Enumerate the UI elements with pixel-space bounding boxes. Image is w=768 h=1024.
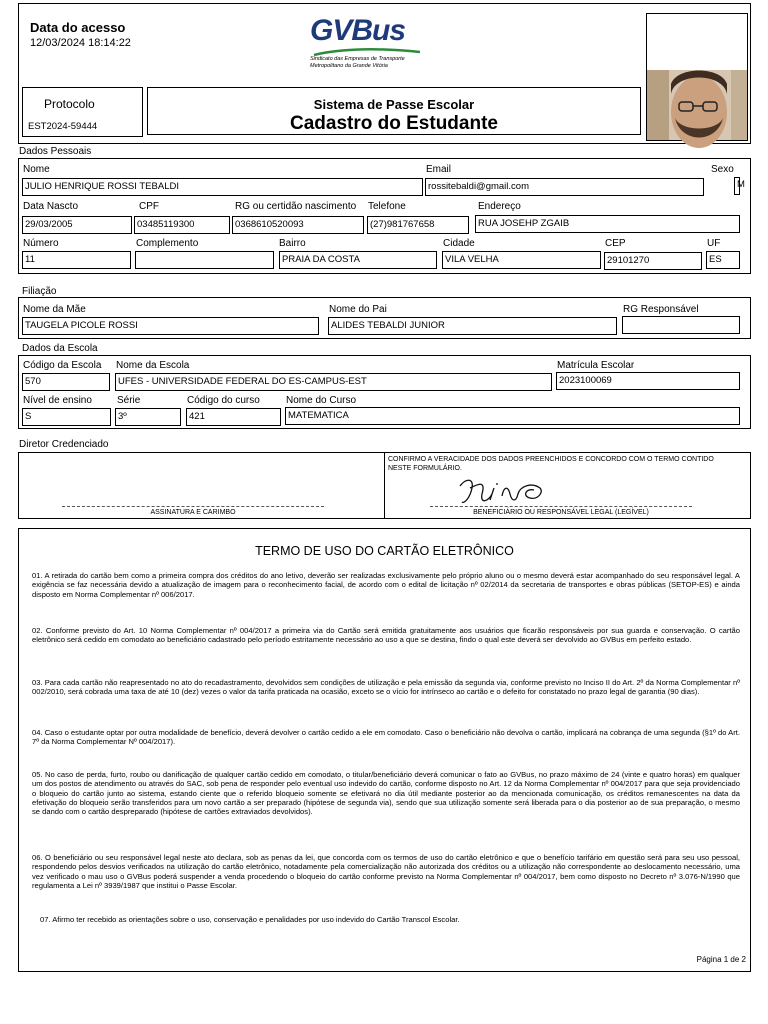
sig-left-caption: ASSINATURA E CARIMBO	[150, 509, 236, 516]
handwritten-signature	[452, 474, 552, 508]
cep-label: CEP	[605, 238, 626, 249]
serie-field[interactable]: 3º	[115, 408, 181, 426]
form-title: Cadastro do Estudante	[290, 113, 498, 134]
cep-field[interactable]: 29101270	[604, 252, 702, 270]
cpf-field[interactable]: 03485119300	[134, 216, 230, 234]
matricula-label: Matrícula Escolar	[557, 360, 635, 371]
termo-item-07: 07. Afirmo ter recebido as orientações sobre o uso, conservação e penalidades por uso indevido do Cartão Transcol Escolar.	[40, 915, 460, 924]
termo-item-02: 02. Conforme previsto do Art. 10 Norma Complementar nº 004/2017 a primeira via do Cartão será emitida gratuitamente aos usuários que ficarão responsáveis por sua guarda e conservação. O cartão eletrônico será cedido em comodato ao beneficiário cadastrado pelo período estritamente necessário ao uso a que se destina, findo o qual este deverá ser devolvido ao GVBus em perfeito estado.	[32, 626, 740, 645]
termo-item-04: 04. Caso o estudante optar por outra modalidade de benefício, deverá devolver o cartão cedido a ele em comodato. Caso o beneficiário não devolva o cartão, implicará na cobrança de uma segunda (§1º do Art. 7º da Norma Complementar Nº 004/2017).	[32, 728, 740, 747]
nivel-field[interactable]: S	[22, 408, 111, 426]
rg-responsavel-label: RG Responsável	[623, 304, 699, 315]
access-datetime: 12/03/2024 18:14:22	[30, 37, 131, 49]
numero-label: Número	[23, 238, 59, 249]
nome-field[interactable]: JULIO HENRIQUE ROSSI TEBALDI	[22, 178, 423, 196]
mae-label: Nome da Mãe	[23, 304, 86, 315]
protocol-value: EST2024-59444	[28, 121, 98, 132]
email-field[interactable]: rossitebaldi@gmail.com	[425, 178, 704, 196]
cod-curso-field[interactable]: 421	[186, 408, 281, 426]
cod-escola-label: Código da Escola	[23, 360, 102, 371]
termo-item-01: 01. A retirada do cartão bem como a primeira compra dos créditos do ano letivo, deverão ser realizadas exclusivamente pelo próprio aluno ou o mesmo deverá estar acompanhado do seu responsável legal. A exigência se faz necessária devido a atualização de imagem para o reconhecimento facial, de acordo com o edital de licitação nº 02/2014 da secretaria de transportes e obras públicas (SETOP-ES) e ainda disposto em Norma Complementar nº 006/2017.	[32, 571, 740, 599]
nome-curso-field[interactable]: MATEMATICA	[285, 407, 740, 425]
nome-curso-label: Nome do Curso	[286, 395, 357, 406]
sexo-field[interactable]: M	[737, 179, 745, 190]
bairro-field[interactable]: PRAIA DA COSTA	[279, 251, 437, 269]
cod-curso-label: Código do curso	[187, 395, 260, 406]
mae-field[interactable]: TAUGELA PICOLE ROSSI	[22, 317, 319, 335]
section-dados-escola: Dados da Escola	[22, 343, 98, 354]
sexo-label: Sexo	[711, 164, 734, 175]
uf-field[interactable]: ES	[706, 251, 740, 269]
access-label: Data do acesso	[30, 20, 126, 35]
nome-escola-field[interactable]: UFES - UNIVERSIDADE FEDERAL DO ES-CAMPUS-EST	[115, 373, 552, 391]
logo-subtitle-2: Metropolitano da Grande Vitória	[310, 63, 388, 69]
cpf-label: CPF	[139, 201, 159, 212]
sig-right-caption: BENEFICIÁRIO OU RESPONSÁVEL LEGAL (LEGÍVEL)	[473, 509, 649, 516]
rg-responsavel-field[interactable]	[622, 316, 740, 334]
termo-item-03: 03. Para cada cartão não reapresentado no ato do recadastramento, devolvidos sem condições de utilização e pela emissão da segunda via, conforme previsto no Inciso II do Art. 2º da Norma Complementar nº 002/2010, será cobrada uma taxa de até 10 (dez) vezes o valor da tarifa praticada na ocasião, exceto se o vício for intrínseco ao cartão e o defeito for constatado no prazo legal de garantia (90 dias).	[32, 678, 740, 697]
numero-field[interactable]: 11	[22, 251, 131, 269]
complemento-label: Complemento	[136, 238, 199, 249]
termo-item-06: 06. O beneficiário ou seu responsável legal neste ato declara, sob as penas da lei, que concorda com os termos de uso do cartão eletrônico e que o benefício tarifário em questão será para seu uso pessoal, respondendo pelos desvios verificados na utilização do cartão eletrônico, notadamente pela comercialização não autorizada dos créditos ou a utilização não correspondente ao deslocamento necessário, uma vez verificado o mau uso o GVBus poderá suspender a venda procedendo o bloqueio do cartão conforme previsto na Norma Complementar nº 004/2017, bem como disposto no Decreto nº 3.076-N/1990 que regulamenta a Lei nº 3939/1987 que institui o Passe Escolar.	[32, 853, 740, 890]
confirm-text: CONFIRMO A VERACIDADE DOS DADOS PREENCHIDOS E CONCORDO COM O TERMO CONTIDO NESTE FORMULÁRIO.	[388, 456, 714, 472]
email-label: Email	[426, 164, 452, 175]
nome-escola-label: Nome da Escola	[116, 360, 190, 371]
nasc-label: Data Nascto	[23, 201, 79, 212]
section-dados-pessoais: Dados Pessoais	[19, 146, 92, 157]
rg-label: RG ou certidão nascimento	[235, 201, 357, 212]
sexo-box	[734, 177, 745, 195]
tel-field[interactable]: (27)981767658	[367, 216, 469, 234]
endereco-field[interactable]: RUA JOSEHP ZGAIB	[475, 215, 740, 233]
tel-label: Telefone	[368, 201, 406, 212]
sig-line-left	[62, 506, 324, 507]
pai-label: Nome do Pai	[329, 304, 387, 315]
matricula-field[interactable]: 2023100069	[556, 372, 740, 390]
gvbus-logo	[306, 14, 426, 74]
student-photo	[647, 14, 747, 140]
system-title: Sistema de Passe Escolar	[313, 97, 475, 112]
cidade-field[interactable]: VILA VELHA	[442, 251, 601, 269]
endereco-label: Endereço	[478, 201, 521, 212]
student-photo-frame	[646, 13, 748, 141]
page-number: Página 1 de 2	[696, 955, 746, 964]
termo-item-05: 05. No caso de perda, furto, roubo ou danificação de qualquer cartão cedido em comodato, o titular/beneficiário deverá comunicar o fato ao GVBus, no prazo máximo de 24 (vinte e quatro horas) em qualquer um dos postos de atendimento ou através do SAC, sob pena de responder pelo eventual uso indevido do cartão, conforme disposto no Art. 12 da Norma Complementar nº 004/2017 para que seja providenciado o bloqueio do cartão junto ao sistema, estando ciente que o referido bloqueio somente se efetivará no dia útil mediante posterior ao da mencionada comunicação, os créditos remanescentes na data da efetivação do bloqueio serão transferidos para um novo cartão a ser preparado (hipótese de segunda via), sendo que sua utilização somente será liberada para o dia posterior ao de sua preparação, o mesmo se dando com o cartão despreparado (hipótese de cartões extraviados devolvidos).	[32, 770, 740, 817]
uf-label: UF	[707, 238, 721, 249]
protocol-label: Protocolo	[44, 97, 95, 111]
complemento-field[interactable]	[135, 251, 274, 269]
diretor-divider	[384, 452, 385, 519]
termo-title: TERMO DE USO DO CARTÃO ELETRÔNICO	[255, 544, 514, 558]
bairro-label: Bairro	[279, 238, 306, 249]
serie-label: Série	[117, 395, 141, 406]
pai-field[interactable]: ALIDES TEBALDI JUNIOR	[328, 317, 617, 335]
cod-escola-field[interactable]: 570	[22, 373, 110, 391]
section-filiacao: Filiação	[22, 286, 57, 297]
rg-field[interactable]: 0368610520093	[232, 216, 364, 234]
nome-label: Nome	[23, 164, 50, 175]
nasc-field[interactable]: 29/03/2005	[22, 216, 132, 234]
logo-text: GVBus	[310, 14, 406, 47]
logo-subtitle-1: Sindicato das Empresas de Transporte	[310, 56, 405, 62]
section-diretor: Diretor Credenciado	[19, 439, 109, 450]
nivel-label: Nível de ensino	[23, 395, 92, 406]
cidade-label: Cidade	[443, 238, 475, 249]
